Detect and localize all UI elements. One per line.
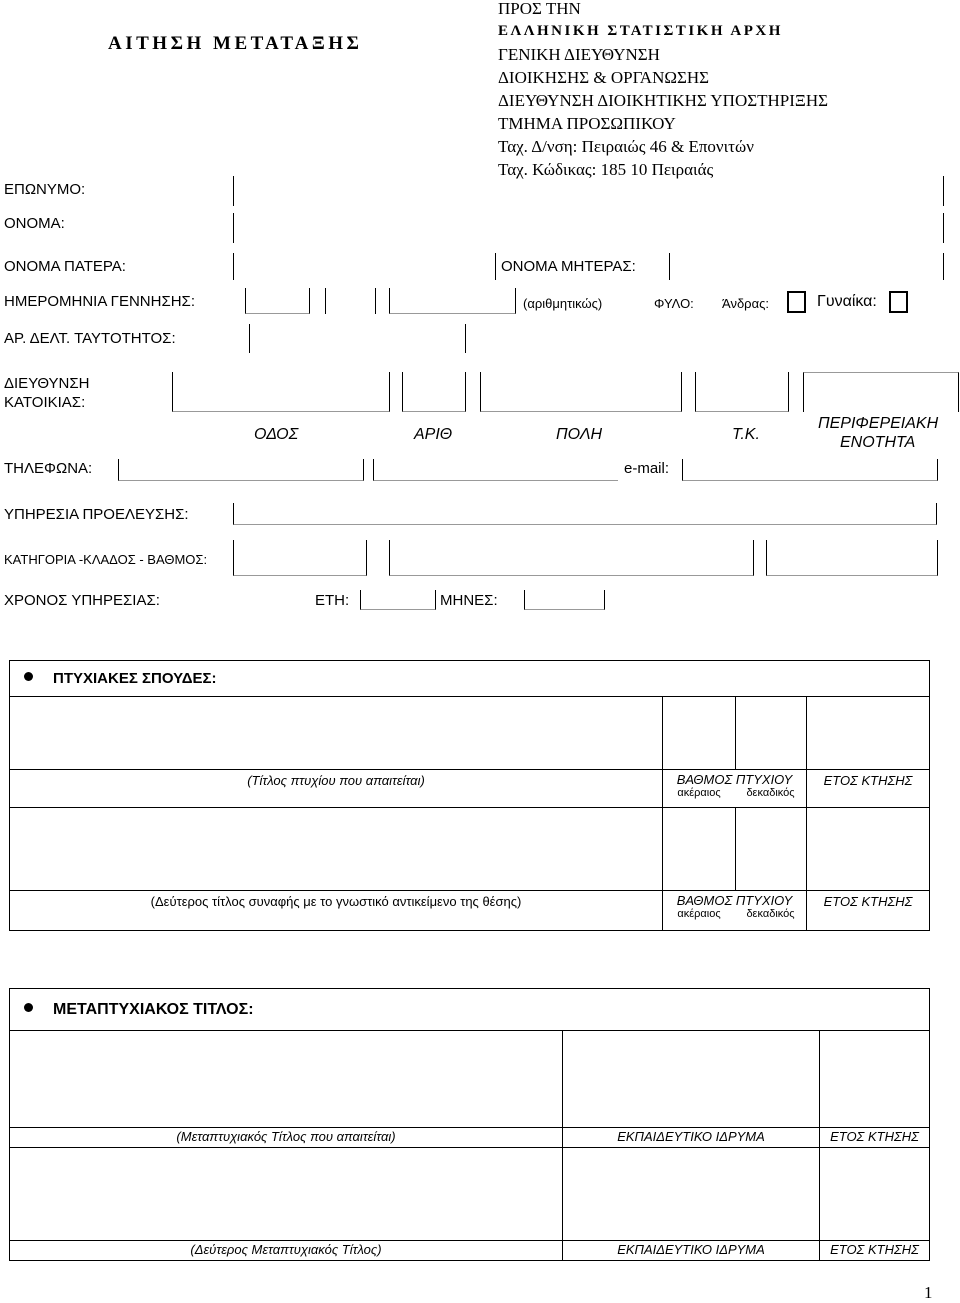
postgrad2-title-caption: (Δεύτερος Μεταπτυχιακός Τίτλος) [190, 1242, 382, 1257]
addressee-line: ΓΕΝΙΚΗ ΔΙΕΥΘΥΝΣΗ [498, 45, 660, 64]
addressee-line: ΠΡΟΣ ΤΗΝ [498, 0, 581, 18]
mother-name-field[interactable] [669, 253, 944, 280]
degree1-grade-cell [663, 770, 807, 808]
degree2-integer-caption: ακέραιος [677, 908, 721, 920]
degree2-year-caption: ΕΤΟΣ ΚΤΗΣΗΣ [823, 894, 913, 909]
postgrad-heading-cell [10, 989, 930, 1031]
branch-field[interactable] [389, 540, 754, 576]
service-time-label: ΧΡΟΝΟΣ ΥΠΗΡΕΣΙΑΣ: [4, 592, 160, 609]
degree2-grade-decimal-input[interactable] [736, 808, 807, 891]
addressee-line: ΔΙΟΙΚΗΣΗΣ & ΟΡΓΑΝΩΣΗΣ [498, 68, 710, 87]
postgrad1-year-input[interactable] [820, 1031, 930, 1128]
degrees-heading-cell [10, 661, 930, 697]
postcode-caption: Τ.Κ. [732, 426, 760, 443]
number-caption: ΑΡΙΘ [414, 426, 453, 443]
birth-day-field[interactable] [245, 288, 310, 314]
phone-field-1[interactable] [118, 459, 364, 481]
postgrad2-institution-caption-cell [563, 1241, 820, 1261]
birth-month-field[interactable] [325, 288, 376, 314]
postgrad1-title-caption: (Μεταπτυχιακός Τίτλος που απαιτείται) [176, 1129, 396, 1144]
postgrad2-institution-caption: ΕΚΠΑΙΔΕΥΤΙΚΟ ΙΔΡΥΜΑ [617, 1242, 765, 1257]
degree1-decimal-caption: δεκαδικός [746, 787, 795, 799]
degree1-grade-integer-input[interactable] [663, 697, 736, 770]
street-caption: ΟΔΟΣ [254, 426, 299, 443]
origin-service-field[interactable] [233, 503, 937, 525]
postgrad1-institution-input[interactable] [563, 1031, 820, 1128]
degree2-grade-caption: ΒΑΘΜΟΣ ΠΤΥΧΙΟΥ [676, 893, 793, 908]
addressee-line: ΕΛΛΗΝΙΚΗ ΣΤΑΤΙΣΤΙΚΗ ΑΡΧΗ [498, 23, 783, 39]
degree2-decimal-caption: δεκαδικός [746, 908, 795, 920]
category-field[interactable] [233, 540, 367, 576]
degree1-grade-caption: ΒΑΘΜΟΣ ΠΤΥΧΙΟΥ [676, 772, 793, 787]
degree2-year-cell [807, 891, 930, 931]
email-label: e-mail: [624, 460, 670, 477]
grade-field[interactable] [766, 540, 938, 576]
postgrad1-institution-caption-cell [563, 1128, 820, 1148]
postgrad2-title-input[interactable] [10, 1148, 563, 1241]
months-label: ΜΗΝΕΣ: [440, 592, 498, 609]
addressee-line: Ταχ. Κώδικας: 185 10 Πειραιάς [498, 160, 714, 179]
address-label-line2: ΚΑΤΟΙΚΙΑΣ: [4, 394, 86, 411]
postgrad1-institution-caption: ΕΚΠΑΙΔΕΥΤΙΚΟ ΙΔΡΥΜΑ [617, 1129, 765, 1144]
postgrad1-year-caption-cell [820, 1128, 930, 1148]
postgrad2-title-caption-cell [10, 1241, 563, 1261]
surname-field[interactable] [233, 176, 944, 206]
addressee-line: ΤΜΗΜΑ ΠΡΟΣΩΠΙΚΟΥ [498, 114, 676, 133]
bullet-icon [24, 1003, 33, 1012]
region-field[interactable] [803, 372, 959, 412]
degree1-integer-caption: ακέραιος [677, 787, 721, 799]
addressee-block [498, 0, 828, 181]
degree1-title-caption: (Τίτλος πτυχίου που απαιτείται) [247, 773, 425, 788]
phones-label: ΤΗΛΕΦΩΝΑ: [4, 460, 93, 477]
postgrad1-title-input[interactable] [10, 1031, 563, 1128]
numeric-note: (αριθμητικώς) [523, 296, 603, 311]
form-title: ΑΙΤΗΣΗ ΜΕΤΑΤΑΞΗΣ [108, 33, 363, 54]
origin-service-label: ΥΠΗΡΕΣΙΑ ΠΡΟΕΛΕΥΣΗΣ: [4, 506, 189, 523]
degree1-title-caption-cell [10, 770, 663, 808]
addressee-line: ΔΙΕΥΘΥΝΣΗ ΔΙΟΙΚΗΤΙΚΗΣ ΥΠΟΣΤΗΡΙΞΗΣ [498, 91, 829, 110]
father-name-field[interactable] [233, 253, 496, 280]
postgrad-table [9, 988, 930, 1261]
years-field[interactable] [360, 590, 436, 610]
street-field[interactable] [172, 372, 390, 412]
months-field[interactable] [524, 590, 605, 610]
email-field[interactable] [682, 459, 938, 481]
years-label: ΕΤΗ: [315, 592, 350, 609]
name-field[interactable] [233, 213, 944, 243]
birthdate-label: ΗΜΕΡΟΜΗΝΙΑ ΓΕΝΝΗΣΗΣ: [4, 293, 195, 310]
degree2-grade-integer-input[interactable] [663, 808, 736, 891]
address-label-line1: ΔΙΕΥΘΥΝΣΗ [4, 375, 90, 392]
sex-label: ΦΥΛΟ: [654, 296, 694, 311]
postgrad1-year-caption: ΕΤΟΣ ΚΤΗΣΗΣ [830, 1129, 919, 1144]
degree1-grade-decimal-input[interactable] [736, 697, 807, 770]
degree2-title-caption: (Δεύτερος τίτλος συναφής με το γνωστικό αντικείμενο της θέσης) [150, 894, 522, 909]
id-number-field[interactable] [249, 324, 466, 353]
postgrad1-title-caption-cell [10, 1128, 563, 1148]
male-label: Άνδρας: [722, 296, 769, 311]
street-number-field[interactable] [402, 372, 466, 412]
degree1-year-caption: ΕΤΟΣ ΚΤΗΣΗΣ [823, 773, 913, 788]
postgrad2-year-caption-cell [820, 1241, 930, 1261]
region-caption-line2: ΕΝΟΤΗΤΑ [840, 434, 916, 451]
page-number: 1 [924, 1283, 933, 1302]
female-checkbox[interactable] [889, 291, 908, 313]
father-name-label: ΟΝΟΜΑ ΠΑΤΕΡΑ: [4, 258, 126, 275]
degrees-heading: ΠΤΥΧΙΑΚΕΣ ΣΠΟΥΔΕΣ: [53, 669, 217, 687]
postgrad2-institution-input[interactable] [563, 1148, 820, 1241]
degree2-grade-cell [663, 891, 807, 931]
female-label: Γυναίκα: [817, 293, 877, 310]
region-caption-line1: ΠΕΡΙΦΕΡΕΙΑΚΗ [818, 415, 939, 432]
category-label: ΚΑΤΗΓΟΡΙΑ -ΚΛΑΔΟΣ - ΒΑΘΜΟΣ: [4, 552, 208, 567]
degree1-title-input[interactable] [10, 697, 663, 770]
postgrad-heading: ΜΕΤΑΠΤΥΧΙΑΚΟΣ ΤΙΤΛΟΣ: [53, 1000, 254, 1018]
postgrad2-year-caption: ΕΤΟΣ ΚΤΗΣΗΣ [830, 1242, 919, 1257]
degree1-year-cell [807, 770, 930, 808]
degree2-title-input[interactable] [10, 808, 663, 891]
city-caption: ΠΟΛΗ [556, 426, 603, 443]
postgrad2-year-input[interactable] [820, 1148, 930, 1241]
mother-name-label: ΟΝΟΜΑ ΜΗΤΕΡΑΣ: [501, 258, 636, 275]
surname-label: ΕΠΩΝΥΜΟ: [4, 181, 86, 198]
id-number-label: ΑΡ. ΔΕΛΤ. ΤΑΥΤΟΤΗΤΟΣ: [4, 330, 176, 347]
degrees-table [9, 660, 930, 931]
addressee-line: Ταχ. Δ/νση: Πειραιώς 46 & Επονιτών [498, 137, 754, 156]
postcode-field[interactable] [695, 372, 789, 412]
degree2-year-input[interactable] [807, 808, 930, 891]
degree1-year-input[interactable] [807, 697, 930, 770]
birth-year-field[interactable] [389, 288, 516, 314]
bullet-icon [24, 672, 33, 681]
degree2-title-caption-cell [10, 891, 663, 931]
male-checkbox[interactable] [787, 291, 806, 313]
phone-field-2[interactable] [373, 459, 618, 481]
city-field[interactable] [480, 372, 682, 412]
name-label: ΟΝΟΜΑ: [4, 215, 65, 232]
